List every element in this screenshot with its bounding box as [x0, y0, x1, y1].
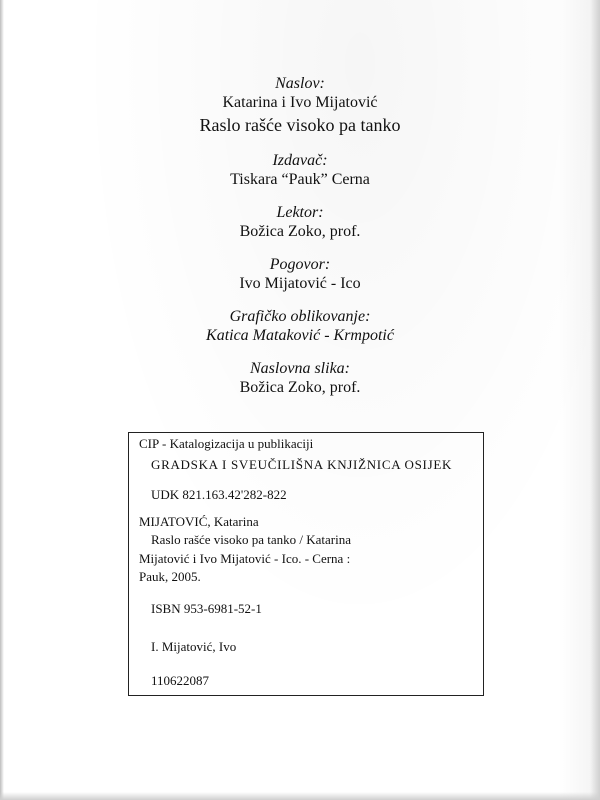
- cover-value: Božica Zoko, prof.: [239, 379, 361, 396]
- credit-cover: [100, 359, 500, 397]
- editor-value: Božica Zoko, prof.: [239, 223, 361, 240]
- authors: Katarina i Ivo Mijatović: [222, 94, 378, 111]
- afterword-label: Pogovor:: [269, 256, 331, 273]
- credits-block: [100, 74, 500, 397]
- cip-udk: UDK 821.163.42'282-822: [151, 487, 287, 502]
- cip-library: GRADSKA I SVEUČILIŠNA KNJIŽNICA OSIJEK: [151, 457, 453, 472]
- publisher-value: Tiskara “Pauk” Cerna: [230, 171, 370, 188]
- cip-entry-line-2: Mijatović i Ivo Mijatović - Ico. - Cerna :: [139, 551, 351, 566]
- scan-edge-bottom: [0, 792, 600, 800]
- design-value: Katica Mataković - Krmpotić: [206, 327, 394, 344]
- book-title: Raslo rašće visoko pa tanko: [199, 115, 401, 135]
- publisher-label: Izdavač:: [272, 152, 328, 169]
- credit-publisher: [100, 151, 500, 189]
- cip-heading: CIP - Katalogizacija u publikaciji: [139, 436, 314, 451]
- credit-title: [100, 74, 500, 137]
- cip-author: MIJATOVIĆ, Katarina: [139, 514, 259, 529]
- cip-entry-line-3: Pauk, 2005.: [139, 569, 201, 584]
- scan-edge-left: [0, 0, 4, 800]
- editor-label: Lektor:: [276, 204, 324, 221]
- cip-added-entry: I. Mijatović, Ivo: [151, 639, 237, 654]
- cip-record-box: [128, 432, 484, 696]
- design-label: Grafičko oblikovanje:: [229, 308, 371, 325]
- credit-editor: [100, 203, 500, 241]
- credit-design: [100, 307, 500, 345]
- afterword-value: Ivo Mijatović - Ico: [239, 275, 361, 292]
- cip-record-id: 110622087: [151, 673, 210, 688]
- cip-isbn: ISBN 953-6981-52-1: [151, 601, 262, 616]
- credit-afterword: [100, 255, 500, 293]
- title-label: Naslov:: [275, 75, 325, 92]
- scan-edge-right: [590, 0, 600, 800]
- cover-label: Naslovna slika:: [250, 360, 350, 377]
- cip-entry-line-1: Raslo rašće visoko pa tanko / Katarina: [151, 532, 351, 547]
